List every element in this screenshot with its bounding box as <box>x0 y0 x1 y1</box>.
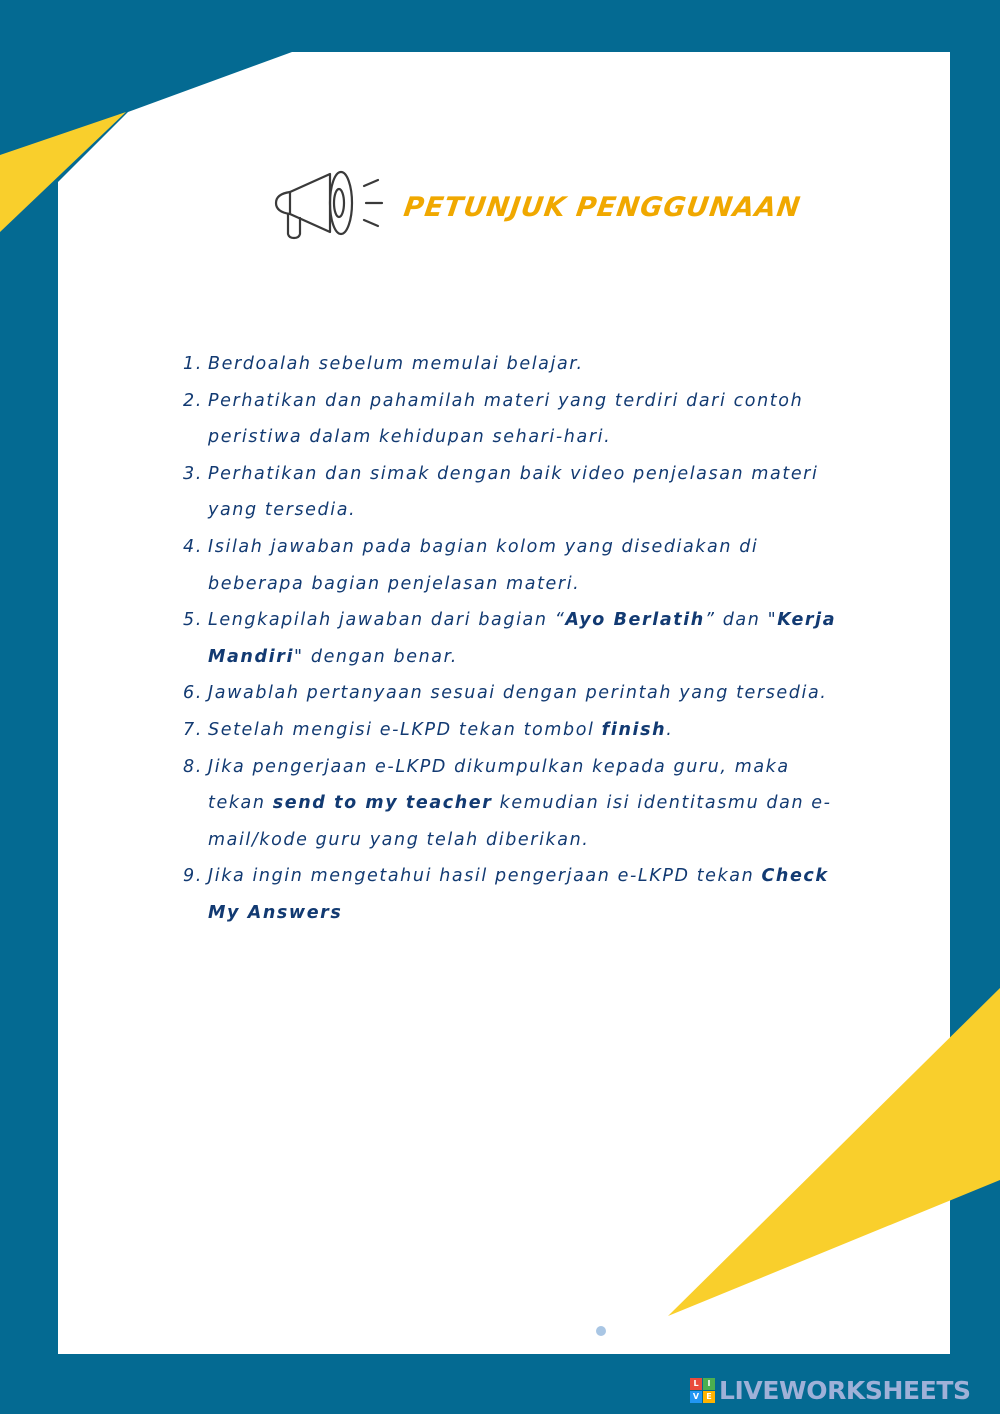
instruction-text <box>208 383 843 456</box>
logo-letter: V <box>690 1391 702 1403</box>
instruction-item <box>183 858 843 931</box>
instruction-text <box>208 858 843 931</box>
instruction-list <box>183 346 843 932</box>
instruction-segment: . <box>666 719 674 740</box>
instruction-item <box>183 749 843 859</box>
logo-letter: E <box>703 1391 715 1403</box>
instruction-segment: Setelah mengisi e-LKPD tekan tombol <box>208 719 602 740</box>
instruction-text <box>208 712 843 749</box>
instruction-item <box>183 383 843 456</box>
instruction-emphasis: Kerja Mandiri <box>208 610 837 667</box>
instruction-emphasis: Ayo Berlatih <box>565 610 705 631</box>
instruction-number: 5. <box>183 610 203 631</box>
instruction-item <box>183 456 843 529</box>
instruction-number: 1. <box>183 354 203 374</box>
megaphone-icon <box>268 164 388 244</box>
instruction-text <box>208 529 843 602</box>
instruction-segment: Berdoalah sebelum memulai belajar. <box>208 354 584 374</box>
instruction-text <box>208 602 843 675</box>
instruction-emphasis: finish <box>601 719 667 740</box>
instruction-segment: Perhatikan dan pahamilah materi yang terdiri dari contoh peristiwa dalam kehidupan sehari-hari. <box>208 390 804 448</box>
instruction-text <box>208 749 843 859</box>
instruction-number: 7. <box>183 719 203 740</box>
instruction-item <box>183 602 843 675</box>
instruction-text <box>208 675 843 712</box>
instruction-number: 6. <box>183 683 203 704</box>
instruction-item <box>183 675 843 712</box>
instruction-emphasis: send to my teacher <box>272 793 493 814</box>
instruction-number: 2. <box>183 390 203 411</box>
instruction-text <box>208 346 843 383</box>
instruction-number: 8. <box>183 756 203 777</box>
instruction-number: 9. <box>183 866 203 887</box>
instruction-segment: Jika ingin mengetahui hasil pengerjaan e-LKPD tekan <box>208 866 762 887</box>
instruction-segment: Lengkapilah jawaban dari bagian “ <box>208 610 566 631</box>
instruction-item <box>183 529 843 602</box>
instruction-text <box>208 456 843 529</box>
instruction-item <box>183 712 843 749</box>
instruction-emphasis: Check My Answers <box>208 866 829 923</box>
instruction-segment: Jika pengerjaan e-LKPD dikumpulkan kepada guru, maka tekan <box>208 756 790 814</box>
instruction-segment: Jawablah pertanyaan sesuai dengan perintah yang tersedia. <box>208 683 828 704</box>
instruction-number: 3. <box>183 463 203 484</box>
watermark-text: LIVEWORKSHEETS <box>719 1375 971 1405</box>
watermark <box>690 1376 971 1404</box>
page-indicator-dot <box>596 1326 606 1336</box>
logo-letter: I <box>703 1378 715 1390</box>
instruction-segment: kemudian isi identitasmu dan e-mail/kode guru yang telah diberikan. <box>208 793 832 850</box>
instruction-number: 4. <box>183 536 203 557</box>
instruction-segment: Isilah jawaban pada bagian kolom yang disediakan di beberapa bagian penjelasan materi. <box>208 536 759 594</box>
instruction-item <box>183 346 843 383</box>
logo-letter: L <box>690 1378 702 1390</box>
instruction-segment: Perhatikan dan simak dengan baik video penjelasan materi yang tersedia. <box>208 463 819 521</box>
instruction-segment: ” dan " <box>704 610 778 631</box>
liveworksheets-logo-icon <box>690 1378 715 1403</box>
title-row <box>268 164 803 244</box>
instruction-segment: " dengan benar. <box>294 646 458 667</box>
page-title: PETUNJUK PENGGUNAAN <box>401 192 803 223</box>
